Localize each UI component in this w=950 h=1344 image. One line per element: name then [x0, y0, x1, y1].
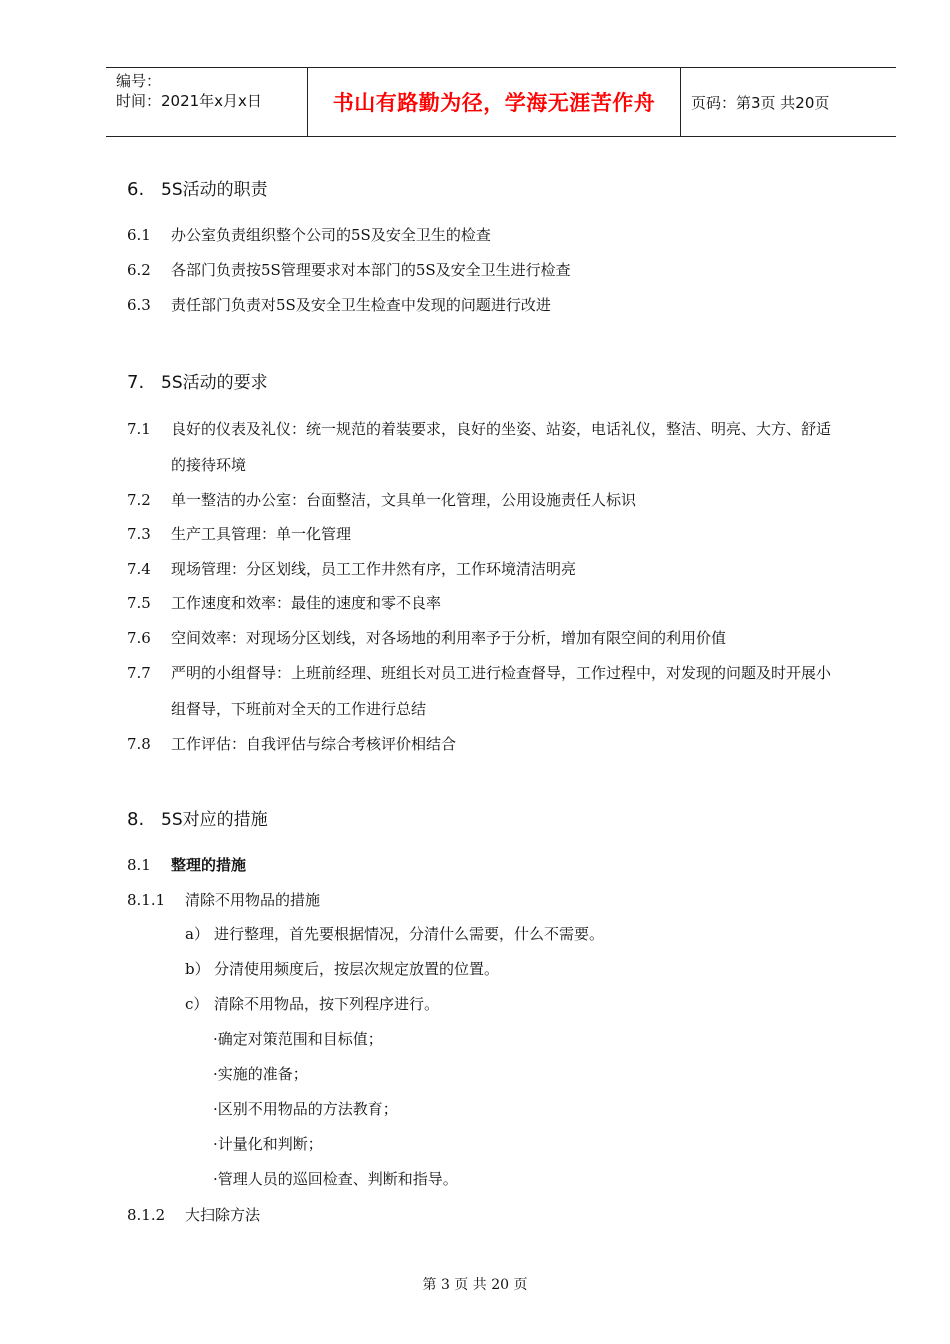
item-7-6: 7.6 空间效率：对现场分区划线，对各场地的利用率予于分析，增加有限空间的利用价值	[127, 629, 727, 647]
code-label: 编号：	[116, 72, 162, 90]
item-7-4: 7.4 现场管理：分区划线，员工工作井然有序，工作环境清洁明亮	[127, 560, 577, 578]
item-7-8: 7.8 工作评估：自我评估与综合考核评价相结合	[127, 735, 457, 753]
section-7-title	[127, 368, 268, 393]
item-7-1: 7.1 良好的仪表及礼仪：统一规范的着装要求，良好的坐姿、站姿，电话礼仪，整洁、明亮、大方、舒适	[127, 420, 832, 438]
page-footer: 第 3 页 共 20 页	[422, 1277, 528, 1293]
dot-item-4: ·计量化和判断；	[213, 1135, 323, 1153]
item-6-1: 6.1 办公室负责组织整个公司的5S及安全卫生的检查	[127, 226, 491, 244]
header-motto: 书山有路勤为径，学海无涯苦作舟	[308, 68, 681, 136]
header-meta	[106, 68, 308, 136]
section-title-text: 5S活动的要求	[161, 373, 268, 393]
item-7-7: 7.7 严明的小组督导：上班前经理、班组长对员工进行检查督导，工作过程中，对发现的问题及时开展小	[127, 664, 832, 682]
section-number: 7.	[127, 372, 145, 393]
section-title-text: 5S活动的职责	[161, 180, 268, 200]
list-item-c: c） 清除不用物品，按下列程序进行。	[185, 995, 440, 1013]
list-item-b: b） 分清使用频度后，按层次规定放置的位置。	[185, 960, 500, 978]
dot-item-5: ·管理人员的巡回检查、判断和指导。	[213, 1170, 458, 1188]
subsection-8-1: 8.1 整理的措施	[127, 856, 247, 874]
document-header	[106, 67, 896, 137]
item-6-3: 6.3 责任部门负责对5S及安全卫生检查中发现的问题进行改进	[127, 296, 551, 314]
item-7-7-continued: 组督导，下班前对全天的工作进行总结	[171, 700, 427, 718]
list-item-a: a） 进行整理，首先要根据情况，分清什么需要，什么不需要。	[185, 925, 605, 943]
item-7-5: 7.5 工作速度和效率：最佳的速度和零不良率	[127, 594, 442, 612]
section-title-text: 5S对应的措施	[161, 810, 268, 830]
item-7-3: 7.3 生产工具管理：单一化管理	[127, 525, 352, 543]
subsection-8-1-2: 8.1.2 大扫除方法	[127, 1206, 261, 1224]
dot-item-2: ·实施的准备；	[213, 1065, 308, 1083]
section-number: 8.	[127, 809, 145, 830]
dot-item-1: ·确定对策范围和目标值；	[213, 1030, 383, 1048]
item-6-2: 6.2 各部门负责按5S管理要求对本部门的5S及安全卫生进行检查	[127, 261, 571, 279]
item-7-1-continued: 的接待环境	[171, 456, 247, 474]
dot-item-3: ·区别不用物品的方法教育；	[213, 1100, 398, 1118]
header-page-label: 页码：第3页 共20页	[691, 93, 830, 112]
section-number: 6.	[127, 179, 145, 200]
section-6-title	[127, 175, 268, 200]
section-8-title	[127, 805, 268, 830]
subsection-8-1-1: 8.1.1 清除不用物品的措施	[127, 891, 321, 909]
item-7-2: 7.2 单一整洁的办公室：台面整洁，文具单一化管理，公用设施责任人标识	[127, 491, 637, 509]
time-label: 时间：2021年x月x日	[116, 92, 262, 110]
